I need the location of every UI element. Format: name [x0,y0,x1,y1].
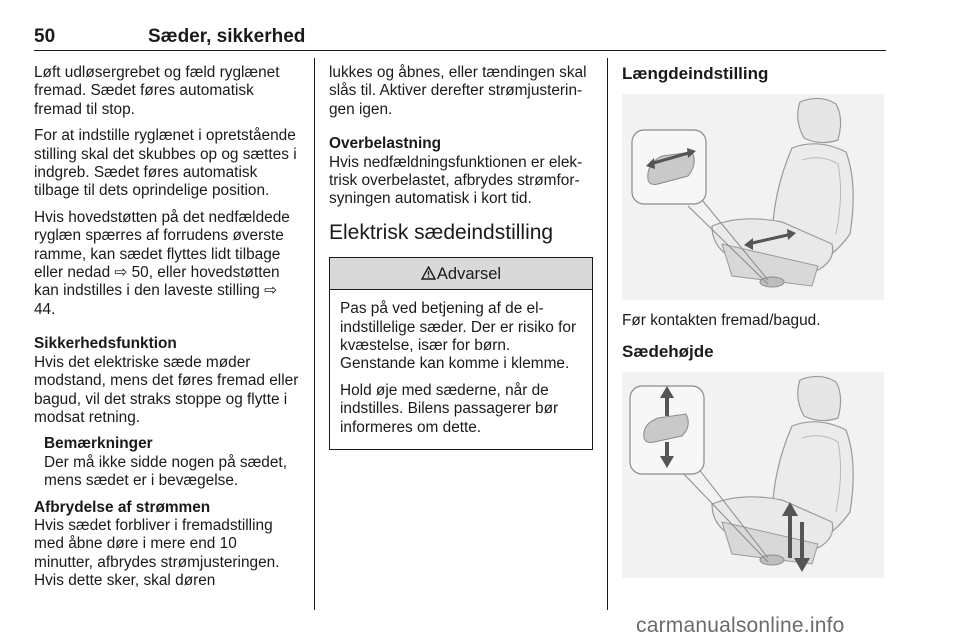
warning-body [330,290,592,449]
interrupt-heading: Afbrydelse af strømmen [34,498,211,516]
paragraph: Hvis hovedstøtten på det nedfældede ryglæn spærres af forrudens øverste ramme, kan sædet flyttes lidt tilbage eller nedad ⇨ 50, eller hovedstøtten kan indstilles i den laveste stilling ⇨ 44. [34,208,290,318]
overload-heading: Overbelastning [329,135,442,153]
interrupt-text: Hvis sædet forbliver i fremadstilling med åbne døre i mere end 10 minutter, afbrydes strømjusteringen. Hvis dette sker, skal døren [34,516,280,590]
seat-length-illustration [622,94,884,300]
seat-height-illustration [622,372,884,578]
overload-text: Hvis nedfældningsfunktionen er elektrisk overbelastet, afbrydes strømforsyningen automatisk i kort tid. [329,153,583,208]
note-text: Der må ikke sidde nogen på sædet, mens sædet er i bevægelse. [44,453,287,490]
paragraph: lukkes og åbnes, eller tændingen skal slås til. Aktiver derefter strømjusteringen igen. [329,64,587,118]
chapter-title: Sæder, sikkerhed [148,26,306,47]
column-divider-1 [314,58,315,610]
height-heading: Sædehøjde [622,342,714,362]
safety-text: Hvis det elektriske sæde møder modstand, mens det føres fremad eller bagud, vil det straks stoppe og flytte i modsat retning. [34,353,299,426]
paragraph: For at indstille ryglænet i opretstående stilling skal det skubbes op og sættes i indgreb. Sædet føres automatisk tilbage til dets oprindelige position. [34,127,297,200]
paragraph: Løft udløsergrebet og fæld ryglænet fremad. Sædet føres automatisk fremad til stop. [34,64,280,118]
warning-triangle-icon [421,266,436,280]
warning-text: Pas på ved betjening af de elindstillelige sæder. Der er risiko for kvæstelse, især for børn. Genstande kan komme i klemme. [340,300,577,373]
column-3 [622,64,886,578]
note-box [44,435,300,490]
warning-header [330,258,592,290]
watermark: carmanualsonline.info [636,614,845,637]
page-header [34,24,886,51]
note-heading: Bemærkninger [44,435,153,453]
column-divider-2 [607,58,608,610]
page-number: 50 [34,26,56,47]
safety-heading: Sikkerhedsfunktion [34,335,177,353]
column-2 [329,64,593,450]
warning-box [329,257,593,450]
section-heading: Elektrisk sædeindstilling [329,220,554,244]
warning-text: Hold øje med sæderne, når de indstilles. Bilens passagerer bør informeres om dette. [340,381,559,436]
warning-title: Advarsel [436,264,502,283]
length-text: Før kontakten fremad/bagud. [622,312,821,329]
length-heading: Længdeindstilling [622,64,769,83]
column-1 [34,64,300,599]
